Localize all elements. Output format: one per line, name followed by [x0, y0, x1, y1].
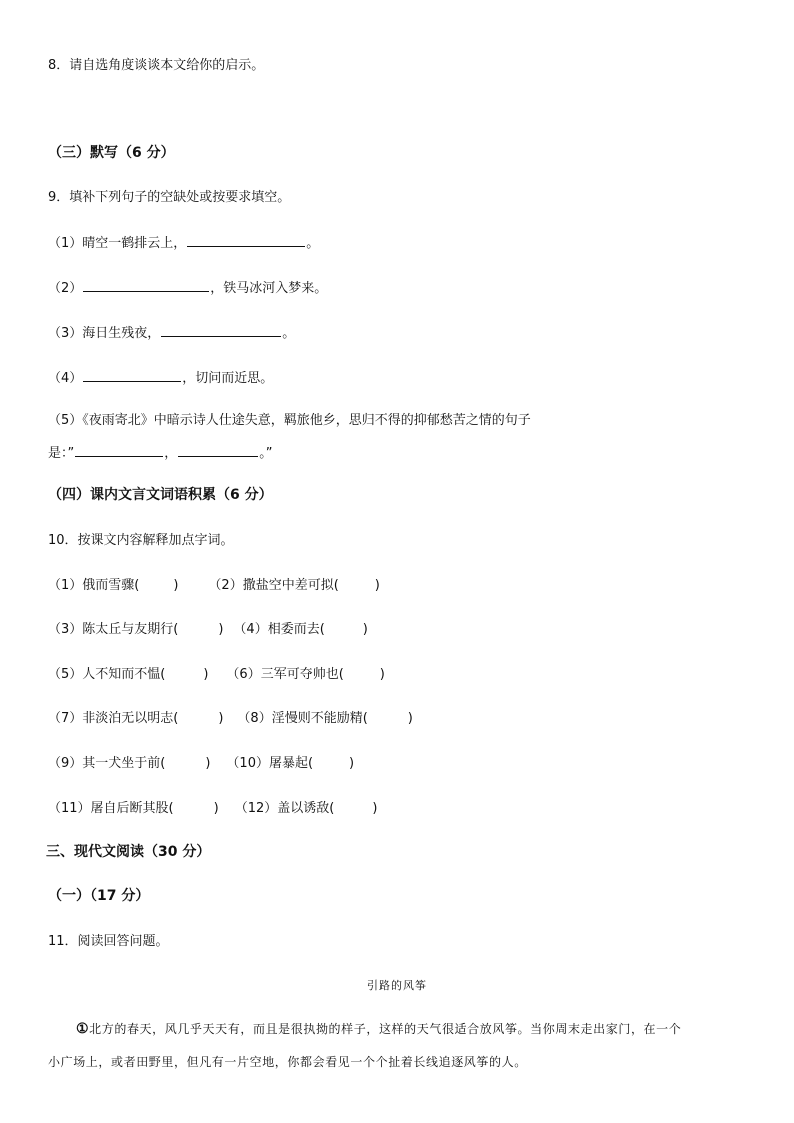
answer-blank[interactable] — [161, 323, 281, 337]
question-10-stem: 10．按课文内容解释加点字词。 — [48, 533, 234, 548]
question-10-row — [48, 577, 380, 595]
answer-blank[interactable] — [187, 233, 305, 247]
item-text: （3）陈太丘与友期行( — [48, 622, 179, 637]
item-text: 。” — [259, 446, 273, 461]
answer-blank[interactable] — [178, 443, 258, 457]
item-text: ， — [164, 446, 178, 461]
item-text: （8）淫慢则不能励精( — [237, 711, 368, 726]
question-11-stem: 11．阅读回答问题。 — [48, 934, 169, 949]
question-10-row — [48, 710, 413, 728]
item-text: （1）晴空一鹤排云上， — [48, 236, 187, 251]
subsection-heading-1: （一）（17 分） — [48, 888, 150, 904]
passage-text: 北方的春天，风几乎天天有，而且是很执拗的样子，这样的天气很适合放风筝。当你周末走出家门，在一个 — [89, 1022, 682, 1036]
answer-blank[interactable] — [83, 368, 181, 382]
item-text: ) — [372, 801, 378, 816]
item-text: ) — [218, 711, 224, 726]
question-10-row — [48, 800, 377, 818]
question-9-item-4 — [48, 368, 273, 388]
question-9-stem: 9．填补下列句子的空缺处或按要求填空。 — [48, 190, 291, 205]
answer-blank[interactable] — [83, 278, 209, 292]
item-text: 。 — [306, 236, 320, 251]
item-text: ，切问而近思。 — [182, 371, 274, 386]
question-9-item-3 — [48, 323, 295, 343]
item-text: （3）海日生残夜， — [48, 326, 161, 341]
item-text: ) — [349, 756, 355, 771]
passage-title: 引路的风筝 — [367, 979, 427, 992]
item-text: ) — [205, 756, 211, 771]
question-9-item-2 — [48, 278, 327, 298]
section-heading-classical-vocab: （四）课内文言文词语积累（6 分） — [48, 487, 273, 503]
item-text: （2）撒盐空中差可拟( — [208, 578, 339, 593]
item-text: ) — [218, 622, 224, 637]
question-10-row — [48, 755, 354, 773]
item-text: （4）相委而去( — [233, 622, 325, 637]
item-text: ) — [379, 667, 385, 682]
paragraph-marker: ① — [76, 1021, 90, 1037]
question-10-row — [48, 621, 368, 639]
item-text: ) — [362, 622, 368, 637]
item-text: ) — [203, 667, 209, 682]
question-9-item-5-line-2 — [48, 443, 273, 463]
item-text: （12）盖以诱敌( — [234, 801, 335, 816]
question-9-item-1 — [48, 233, 319, 253]
section-heading-dictation: （三）默写（6 分） — [48, 145, 175, 161]
item-text: 是：” — [48, 446, 75, 461]
item-text: （10）屠暴起( — [226, 756, 314, 771]
item-text: （2） — [48, 281, 83, 296]
item-text: ) — [173, 578, 179, 593]
item-text: ，铁马冰河入梦来。 — [210, 281, 328, 296]
item-text: （6）三军可夺帅也( — [226, 667, 344, 682]
item-text: （5）人不知而不愠( — [48, 667, 166, 682]
item-text: （1）俄而雪骤( — [48, 578, 140, 593]
question-9-item-5-line-1: （5）《夜雨寄北》中暗示诗人仕途失意，羁旅他乡，思归不得的抑郁愁苦之情的句子 — [48, 413, 531, 428]
question-8: 8．请自选角度谈谈本文给你的启示。 — [48, 58, 265, 73]
item-text: ) — [407, 711, 413, 726]
item-text: （7）非淡泊无以明志( — [48, 711, 179, 726]
item-text: （11）屠自后断其股( — [48, 801, 174, 816]
passage-paragraph-1-line-1 — [76, 1020, 681, 1038]
item-text: ) — [374, 578, 380, 593]
item-text: （4） — [48, 371, 83, 386]
item-text: 。 — [282, 326, 296, 341]
item-text: （9）其一犬坐于前( — [48, 756, 166, 771]
question-10-row — [48, 666, 385, 684]
answer-blank[interactable] — [75, 443, 163, 457]
passage-paragraph-1-line-2: 小广场上，或者田野里，但凡有一片空地，你都会看见一个个扯着长线追逐风筝的人。 — [48, 1055, 527, 1069]
part-heading-modern-reading: 三、现代文阅读（30 分） — [46, 844, 211, 860]
item-text: ) — [213, 801, 219, 816]
